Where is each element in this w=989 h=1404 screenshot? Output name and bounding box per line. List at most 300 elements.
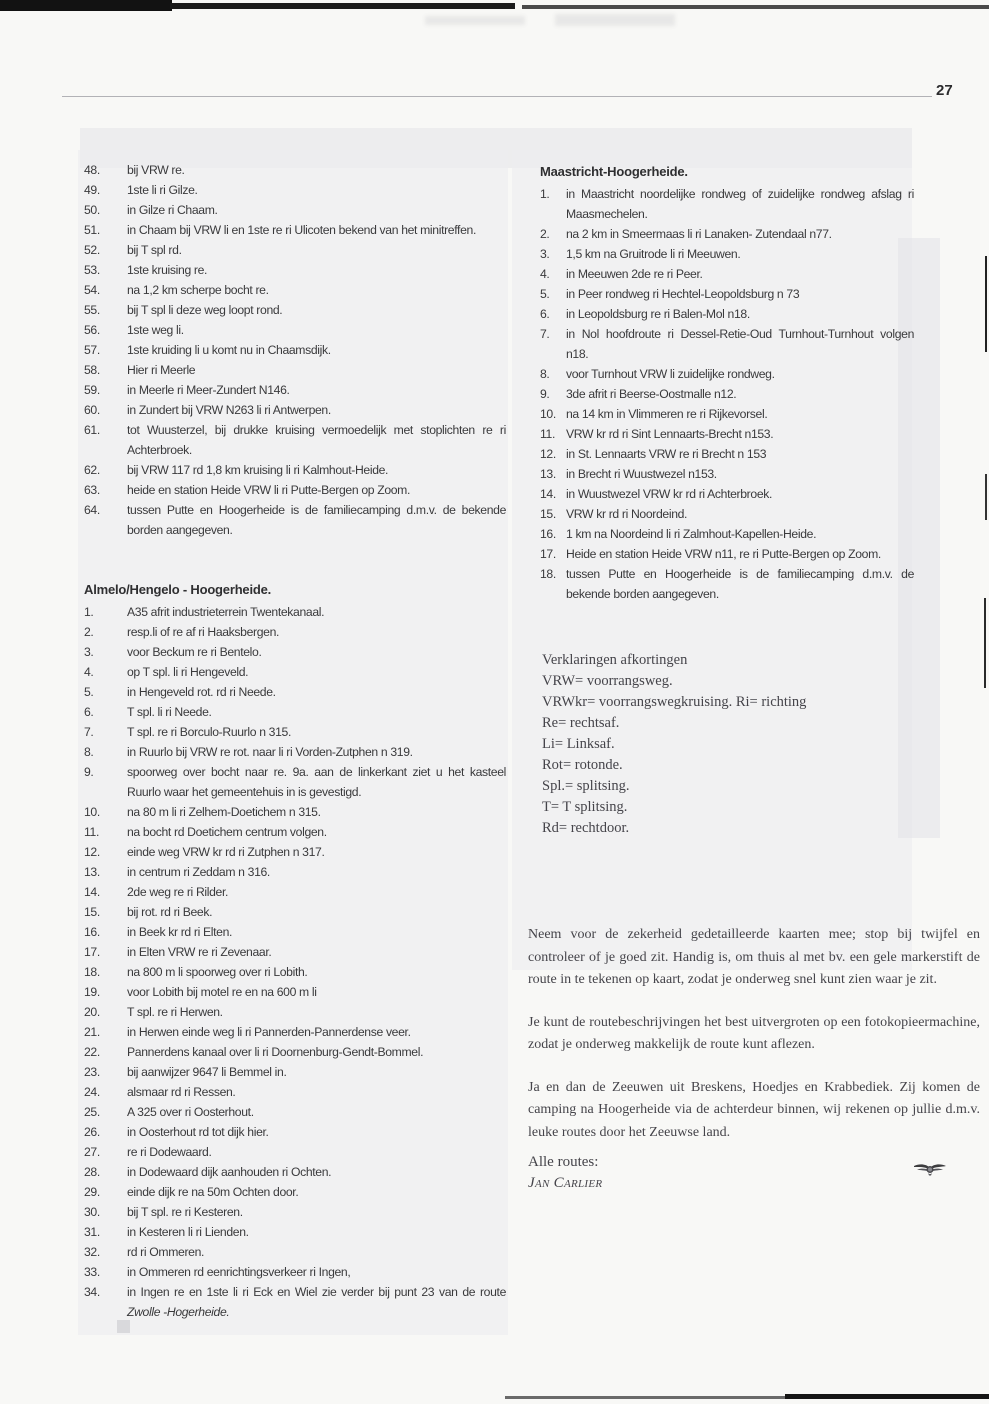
- route-step: [84, 1182, 506, 1202]
- route-step: [84, 500, 506, 540]
- route-step-number: 18.: [84, 965, 100, 979]
- route-step-text: in Ommeren rd eenrichtingsverkeer ri Ingen,: [127, 1265, 351, 1279]
- route-step-text: in Maastricht noordelijke rondweg of zuidelijke rondweg afslag ri Maasmechelen.: [566, 187, 914, 221]
- route-step-text-wrap: [127, 240, 506, 260]
- route-step: [84, 200, 506, 220]
- credits: [528, 1152, 602, 1194]
- route-step-text-wrap: [127, 742, 506, 762]
- route-step: [84, 400, 506, 420]
- scan-smudge: [425, 16, 525, 25]
- route-step-text-wrap: [127, 1062, 506, 1082]
- route-step-text: VRW kr rd ri Noordeind.: [566, 507, 688, 521]
- route-step-text-wrap: [127, 862, 506, 882]
- route-step-number: 2.: [540, 227, 550, 241]
- route-step-text: in Oosterhout rd tot dijk hier.: [127, 1125, 269, 1139]
- notes-block: [528, 924, 980, 1164]
- route-step-number: 9.: [540, 387, 550, 401]
- route-step-number: 56.: [84, 323, 100, 337]
- route-step-text: in St. Lennaarts VRW re ri Brecht n 153: [566, 447, 767, 461]
- route-step-number: 27.: [84, 1145, 100, 1159]
- page-number: 27: [936, 82, 953, 99]
- route-step: [540, 304, 914, 324]
- route-step-number: 24.: [84, 1085, 100, 1099]
- route-step-text: in Herwen einde weg li ri Pannerden-Pannerdense veer.: [127, 1025, 411, 1039]
- route-step-number: 29.: [84, 1185, 100, 1199]
- route-step-text-wrap: [566, 544, 914, 564]
- route-step-text: 1ste kruising re.: [127, 263, 208, 277]
- route-step-number: 19.: [84, 985, 100, 999]
- route-step-text: 1 km na Noordeind li ri Zalmhout-Kapellen-Heide.: [566, 527, 817, 541]
- route-step-number: 11.: [84, 825, 99, 839]
- abbreviations-list: [542, 671, 942, 839]
- route-step-text: 1ste weg li.: [127, 323, 184, 337]
- route-step: [84, 360, 506, 380]
- route-step-text: Heide en station Heide VRW n11, re ri Putte-Bergen op Zoom.: [566, 547, 881, 561]
- route-step-text-wrap: [566, 564, 914, 604]
- credits-author: Jan Carlier: [528, 1175, 603, 1191]
- route-step-number: 18.: [540, 567, 556, 581]
- route-step-text: voor Beckum re ri Bentelo.: [127, 645, 262, 659]
- route-step: [540, 324, 914, 364]
- route-step-number: 23.: [84, 1065, 100, 1079]
- route-step: [84, 1202, 506, 1222]
- route-step: [84, 180, 506, 200]
- route-list-almelo: [84, 602, 506, 1322]
- route-step-text-wrap: [566, 364, 914, 384]
- route-step-text-wrap: [566, 504, 914, 524]
- route-step-number: 62.: [84, 463, 100, 477]
- route-step-number: 49.: [84, 183, 100, 197]
- route-step-number: 1.: [540, 187, 550, 201]
- route-step-text-wrap: [127, 962, 506, 982]
- route-step: [84, 1002, 506, 1022]
- route-step-text: in Chaam bij VRW li en 1ste re ri Ulicoten bekend van het minitreffen.: [127, 223, 476, 237]
- route-step: [84, 1242, 506, 1262]
- scan-edge-bottom-grey: [505, 1396, 787, 1399]
- route-step-number: 58.: [84, 363, 100, 377]
- route-step-text-wrap: [127, 942, 506, 962]
- route-step-number: 13.: [84, 865, 100, 879]
- route-step-number: 10.: [84, 805, 100, 819]
- abbreviations-title: Verklaringen afkortingen: [542, 652, 688, 668]
- route-step-text-wrap: [127, 380, 506, 400]
- route-step-number: 3.: [540, 247, 550, 261]
- route-step: [540, 284, 914, 304]
- credits-label: Alle routes:: [528, 1154, 599, 1170]
- route-step-text: in Gilze ri Chaam.: [127, 203, 218, 217]
- route-step-text-wrap: [566, 444, 914, 464]
- route-step-text-wrap: [127, 1222, 506, 1242]
- route-step-number: 2.: [84, 625, 94, 639]
- scan-smudge: [555, 14, 675, 26]
- route-step-text: na bocht rd Doetichem centrum volgen.: [127, 825, 327, 839]
- route-step-text-wrap: [127, 902, 506, 922]
- route-step: [84, 340, 506, 360]
- route-step-number: 59.: [84, 383, 100, 397]
- route-step: [540, 364, 914, 384]
- route-step-text: spoorweg over bocht naar re. 9a. aan de linkerkant ziet u het kasteel Ruurlo waar het gemeentehuis in is gevestigd.: [127, 765, 506, 799]
- route-step-text: in Meerle ri Meer-Zundert N146.: [127, 383, 290, 397]
- route-step-text-wrap: [127, 460, 506, 480]
- route-step: [84, 300, 506, 320]
- route-step-text: op T spl. li ri Hengeveld.: [127, 665, 249, 679]
- route-step: [84, 842, 506, 862]
- route-step-text-wrap: [566, 464, 914, 484]
- route-step-text-wrap: [127, 1182, 506, 1202]
- route-step-text-wrap: [566, 184, 914, 224]
- abbreviation-line: Spl.= splitsing.: [542, 778, 630, 794]
- route-step-number: 8.: [540, 367, 550, 381]
- abbreviation-line: Re= rechtsaf.: [542, 715, 620, 731]
- route-step-text-wrap: [127, 762, 506, 802]
- route-step-text: tot Wuusterzel, bij drukke kruising vermoedelijk met stoplichten re ri Achterbroek.: [127, 423, 506, 457]
- route-step-number: 5.: [540, 287, 550, 301]
- route-step: [84, 1082, 506, 1102]
- route-step-text: T spl. li ri Neede.: [127, 705, 212, 719]
- route-step: [84, 602, 506, 622]
- route-step-text-italic: Zwolle -Hogerheide.: [127, 1305, 230, 1319]
- route-step-number: 4.: [84, 665, 94, 679]
- route-step-text: 3de afrit ri Beerse-Oostmalle n12.: [566, 387, 737, 401]
- route-step-number: 30.: [84, 1205, 100, 1219]
- route-step-number: 6.: [84, 705, 94, 719]
- route-step-number: 55.: [84, 303, 100, 317]
- route-step-text-wrap: [566, 284, 914, 304]
- route-step-text: bij T spl rd.: [127, 243, 182, 257]
- route-step-text: T spl. re ri Herwen.: [127, 1005, 223, 1019]
- route-step: [84, 480, 506, 500]
- route-step-text: na 2 km in Smeermaas li ri Lanaken- Zutendaal n77.: [566, 227, 832, 241]
- route-step: [84, 420, 506, 460]
- scan-edge-right-tick-3: [984, 598, 986, 688]
- route-step-text: einde weg VRW kr rd ri Zutphen n 317.: [127, 845, 325, 859]
- route-step-text-wrap: [127, 602, 506, 622]
- route-step-text: einde dijk re na 50m Ochten door.: [127, 1185, 299, 1199]
- route-list-maastricht: [540, 184, 914, 604]
- scan-edge-right-tick-1: [985, 256, 987, 352]
- route-step-text-wrap: [127, 722, 506, 742]
- route-step: [84, 1102, 506, 1122]
- route-step-text-wrap: [127, 922, 506, 942]
- route-step: [540, 524, 914, 544]
- route-step-text: in Meeuwen 2de re ri Peer.: [566, 267, 703, 281]
- route-step-text-wrap: [127, 480, 506, 500]
- route-step-text-wrap: [127, 1122, 506, 1142]
- route-step-number: 5.: [84, 685, 94, 699]
- route-step: [84, 742, 506, 762]
- route-step: [84, 662, 506, 682]
- route-step-text: in Brecht ri Wuustwezel n153.: [566, 467, 717, 481]
- route-step-text: na 80 m li ri Zelhem-Doetichem n 315.: [127, 805, 321, 819]
- route-step-number: 12.: [84, 845, 100, 859]
- route-list-gilze-continuation: [84, 160, 506, 540]
- route-step-number: 4.: [540, 267, 550, 281]
- route-step-text: bij VRW re.: [127, 163, 185, 177]
- route-step-text: na 14 km in Vlimmeren re ri Rijkevorsel.: [566, 407, 768, 421]
- abbreviation-line: VRW= voorrangsweg.: [542, 673, 673, 689]
- route-step-number: 61.: [84, 423, 100, 437]
- route-step-number: 8.: [84, 745, 94, 759]
- route-step-text-wrap: [127, 882, 506, 902]
- route-step: [84, 982, 506, 1002]
- route-step-text-wrap: [127, 662, 506, 682]
- route-step: [84, 802, 506, 822]
- route-step-text-wrap: [566, 484, 914, 504]
- route-step: [84, 682, 506, 702]
- route-step-number: 16.: [540, 527, 556, 541]
- route-step-text: in Ruurlo bij VRW re rot. naar li ri Vorden-Zutphen n 319.: [127, 745, 413, 759]
- route-step-text: in Zundert bij VRW N263 li ri Antwerpen.: [127, 403, 331, 417]
- route-step-text-wrap: [127, 420, 506, 460]
- route-step: [84, 160, 506, 180]
- route-step: [84, 942, 506, 962]
- route-step-text-wrap: [127, 300, 506, 320]
- route-step-number: 1.: [84, 605, 94, 619]
- route-step: [540, 244, 914, 264]
- route-step-text-wrap: [127, 1242, 506, 1262]
- route-step-text: in Beek kr rd ri Elten.: [127, 925, 233, 939]
- route-step-text-wrap: [127, 280, 506, 300]
- route-step-text-wrap: [127, 1282, 506, 1322]
- route-step-text: in Dodewaard dijk aanhouden ri Ochten.: [127, 1165, 332, 1179]
- route-step-text: na 800 m li spoorweg over ri Lobith.: [127, 965, 308, 979]
- route-step: [540, 184, 914, 224]
- route-step-text: in Hengeveld rot. rd ri Neede.: [127, 685, 276, 699]
- note-paragraph: Ja en dan de Zeeuwen uit Breskens, Hoedjes en Krabbediek. Zij komen de camping na Hoogerheide via de achterdeur binnen, wij rekenen op jullie d.m.v. leuke routes door het Zeeuwse land.: [528, 1079, 980, 1140]
- route-step-text: 1ste kruiding li u komt nu in Chaamsdijk.: [127, 343, 331, 357]
- route-step-number: 6.: [540, 307, 550, 321]
- route-step-text: in Nol hoofdroute ri Dessel-Retie-Oud Turnhout-Turnhout volgen n18.: [566, 327, 914, 361]
- route-step-text: resp.li of re af ri Haaksbergen.: [127, 625, 280, 639]
- route-step-text-wrap: [566, 524, 914, 544]
- route-step: [84, 260, 506, 280]
- route-step-text: T spl. re ri Borculo-Ruurlo n 315.: [127, 725, 291, 739]
- route-step: [84, 240, 506, 260]
- route-step-number: 33.: [84, 1265, 100, 1279]
- route-step-text-wrap: [127, 802, 506, 822]
- scan-edge-right-tick-2: [985, 474, 987, 520]
- route-step: [84, 962, 506, 982]
- route-step-text: alsmaar rd ri Ressen.: [127, 1085, 236, 1099]
- route-step: [84, 1122, 506, 1142]
- left-column: [84, 160, 506, 1322]
- route-step-text-wrap: [127, 822, 506, 842]
- route-step-text: in Elten VRW re ri Zevenaar.: [127, 945, 272, 959]
- abbreviation-line: Rot= rotonde.: [542, 757, 623, 773]
- route-step-text-wrap: [127, 1262, 506, 1282]
- route-heading-almelo: Almelo/Hengelo - Hoogerheide.: [84, 582, 272, 597]
- route-step: [84, 722, 506, 742]
- route-step-text-wrap: [127, 1162, 506, 1182]
- route-step-text-wrap: [127, 200, 506, 220]
- route-step: [84, 1062, 506, 1082]
- route-step-number: 57.: [84, 343, 100, 357]
- route-step-text: tussen Putte en Hoogerheide is de familiecamping d.m.v. de bekende borden aangegeven.: [127, 503, 506, 537]
- route-step-number: 3.: [84, 645, 94, 659]
- right-column: [540, 162, 914, 604]
- abbreviation-line: VRWkr= voorrangswegkruising. Ri= richting: [542, 694, 807, 710]
- route-step-text-wrap: [127, 220, 506, 240]
- note-paragraph: Neem voor de zekerheid gedetailleerde kaarten mee; stop bij twijfel en controleer of je goed zit. Handig is, om thuis al met bv. een gele markerstift de route in te tekenen op kaart, zodat je onderweg snel kunt zien waar je zit.: [528, 927, 980, 987]
- route-step-text: heide en station Heide VRW li ri Putte-Bergen op Zoom.: [127, 483, 411, 497]
- route-step-number: 14.: [540, 487, 556, 501]
- route-step-text: bij T spl. re ri Kesteren.: [127, 1205, 243, 1219]
- route-step-number: 17.: [84, 945, 100, 959]
- route-step-text-wrap: [127, 320, 506, 340]
- route-step: [84, 862, 506, 882]
- route-step: [84, 822, 506, 842]
- route-step-text: voor Lobith bij motel re en na 600 m li: [127, 985, 317, 999]
- route-step-text-wrap: [127, 1202, 506, 1222]
- route-step: [84, 902, 506, 922]
- scan-edge-top-right: [522, 5, 989, 9]
- route-step-number: 54.: [84, 283, 100, 297]
- route-step: [84, 220, 506, 240]
- route-step: [540, 504, 914, 524]
- route-step-text: in Leopoldsburg re ri Balen-Mol n18.: [566, 307, 750, 321]
- route-step-text-wrap: [127, 642, 506, 662]
- route-step-text: na 1,2 km scherpe bocht re.: [127, 283, 269, 297]
- route-step-number: 13.: [540, 467, 556, 481]
- route-step-number: 7.: [540, 327, 550, 341]
- wing-emblem-icon: [913, 1161, 947, 1178]
- route-step-text: 2de weg re ri Rilder.: [127, 885, 229, 899]
- route-step-text-wrap: [127, 1022, 506, 1042]
- route-step-text-wrap: [127, 1002, 506, 1022]
- route-step-text-wrap: [127, 260, 506, 280]
- route-step-text: 1ste li ri Gilze.: [127, 183, 198, 197]
- route-step-number: 25.: [84, 1105, 100, 1119]
- route-step-number: 51.: [84, 223, 100, 237]
- route-step-number: 34.: [84, 1285, 100, 1299]
- route-step: [84, 380, 506, 400]
- route-step: [84, 460, 506, 480]
- scan-edge-top-middle: [170, 3, 515, 9]
- route-step-text-wrap: [566, 424, 914, 444]
- header-rule: [62, 96, 932, 97]
- route-heading-maastricht: Maastricht-Hoogerheide.: [540, 164, 688, 179]
- route-step-text-wrap: [127, 180, 506, 200]
- route-step-number: 21.: [84, 1025, 100, 1039]
- route-step-text: bij VRW 117 rd 1,8 km kruising li ri Kalmhout-Heide.: [127, 463, 389, 477]
- route-step-number: 7.: [84, 725, 94, 739]
- route-step: [540, 444, 914, 464]
- route-step-number: 9.: [84, 765, 94, 779]
- route-step-text: in Ingen re en 1ste li ri Eck en Wiel zie verder bij punt 23 van de route: [127, 1285, 506, 1299]
- route-step-number: 48.: [84, 163, 100, 177]
- route-step-number: 26.: [84, 1125, 100, 1139]
- route-step-number: 12.: [540, 447, 556, 461]
- route-step: [84, 320, 506, 340]
- route-step-number: 11.: [540, 427, 555, 441]
- route-step-number: 15.: [84, 905, 100, 919]
- route-step-number: 50.: [84, 203, 100, 217]
- route-step: [84, 1142, 506, 1162]
- route-step: [540, 484, 914, 504]
- scan-edge-top-left: [0, 0, 172, 11]
- route-step-number: 53.: [84, 263, 100, 277]
- route-step: [84, 882, 506, 902]
- route-step-text-wrap: [127, 1082, 506, 1102]
- route-step-text: Hier ri Meerle: [127, 363, 196, 377]
- route-step-text-wrap: [566, 324, 914, 364]
- route-step-text-wrap: [566, 244, 914, 264]
- route-step-text: A 325 over ri Oosterhout.: [127, 1105, 254, 1119]
- route-step-number: 60.: [84, 403, 100, 417]
- route-step: [84, 1022, 506, 1042]
- route-step-text: A35 afrit industrieterrein Twentekanaal.: [127, 605, 325, 619]
- route-step-number: 52.: [84, 243, 100, 257]
- route-step-text: Pannerdens kanaal over li ri Doornenburg-Gendt-Bommel.: [127, 1045, 424, 1059]
- route-step-text: VRW kr rd ri Sint Lennaarts-Brecht n153.: [566, 427, 774, 441]
- route-step-text: 1,5 km na Gruitrode li ri Meeuwen.: [566, 247, 741, 261]
- scan-edge-bottom-black: [785, 1394, 989, 1399]
- route-step: [540, 224, 914, 244]
- route-step-text-wrap: [127, 360, 506, 380]
- route-step: [84, 1262, 506, 1282]
- route-step-text: re ri Dodewaard.: [127, 1145, 212, 1159]
- route-step-text-wrap: [127, 842, 506, 862]
- route-step-text-wrap: [127, 702, 506, 722]
- route-step-number: 17.: [540, 547, 556, 561]
- abbreviations-block: [542, 650, 942, 839]
- route-step: [84, 1282, 506, 1322]
- route-step: [540, 564, 914, 604]
- route-step: [540, 264, 914, 284]
- route-step-text: bij rot. rd ri Beek.: [127, 905, 213, 919]
- route-step-number: 32.: [84, 1245, 100, 1259]
- route-step-text-wrap: [127, 340, 506, 360]
- route-step: [540, 404, 914, 424]
- note-paragraph: Je kunt de routebeschrijvingen het best uitvergroten op een fotokopieermachine, zodat je onderweg makkelijk de route kunt aflezen.: [528, 1014, 980, 1052]
- route-step-text: rd ri Ommeren.: [127, 1245, 205, 1259]
- route-step: [84, 280, 506, 300]
- route-step-text-wrap: [127, 160, 506, 180]
- route-step-number: 15.: [540, 507, 556, 521]
- route-step-number: 22.: [84, 1045, 100, 1059]
- route-step-text: bij aanwijzer 9647 li Bemmel in.: [127, 1065, 287, 1079]
- route-step-text-wrap: [127, 682, 506, 702]
- route-step-text: in Wuustwezel VRW kr rd ri Achterbroek.: [566, 487, 773, 501]
- route-step: [84, 702, 506, 722]
- route-step-text: voor Turnhout VRW li zuidelijke rondweg.: [566, 367, 775, 381]
- route-step-text-wrap: [127, 1142, 506, 1162]
- route-step-text-wrap: [127, 500, 506, 540]
- route-step-number: 31.: [84, 1225, 100, 1239]
- route-step-text-wrap: [127, 400, 506, 420]
- route-step: [84, 1162, 506, 1182]
- route-step-number: 20.: [84, 1005, 100, 1019]
- route-step: [84, 1222, 506, 1242]
- route-step-number: 16.: [84, 925, 100, 939]
- route-step-text: in centrum ri Zeddam n 316.: [127, 865, 270, 879]
- route-step-text: in Peer rondweg ri Hechtel-Leopoldsburg n 73: [566, 287, 800, 301]
- route-step-number: 64.: [84, 503, 100, 517]
- route-step: [84, 1042, 506, 1062]
- route-step: [540, 424, 914, 444]
- route-step-text-wrap: [127, 622, 506, 642]
- route-step-text-wrap: [127, 1102, 506, 1122]
- route-step-text-wrap: [566, 304, 914, 324]
- abbreviation-line: Li= Linksaf.: [542, 736, 615, 752]
- route-step-text-wrap: [566, 264, 914, 284]
- route-step-text-wrap: [566, 224, 914, 244]
- route-step-number: 63.: [84, 483, 100, 497]
- abbreviation-line: Rd= rechtdoor.: [542, 820, 630, 836]
- route-step: [540, 464, 914, 484]
- route-step-text-wrap: [127, 982, 506, 1002]
- route-step-text-wrap: [566, 384, 914, 404]
